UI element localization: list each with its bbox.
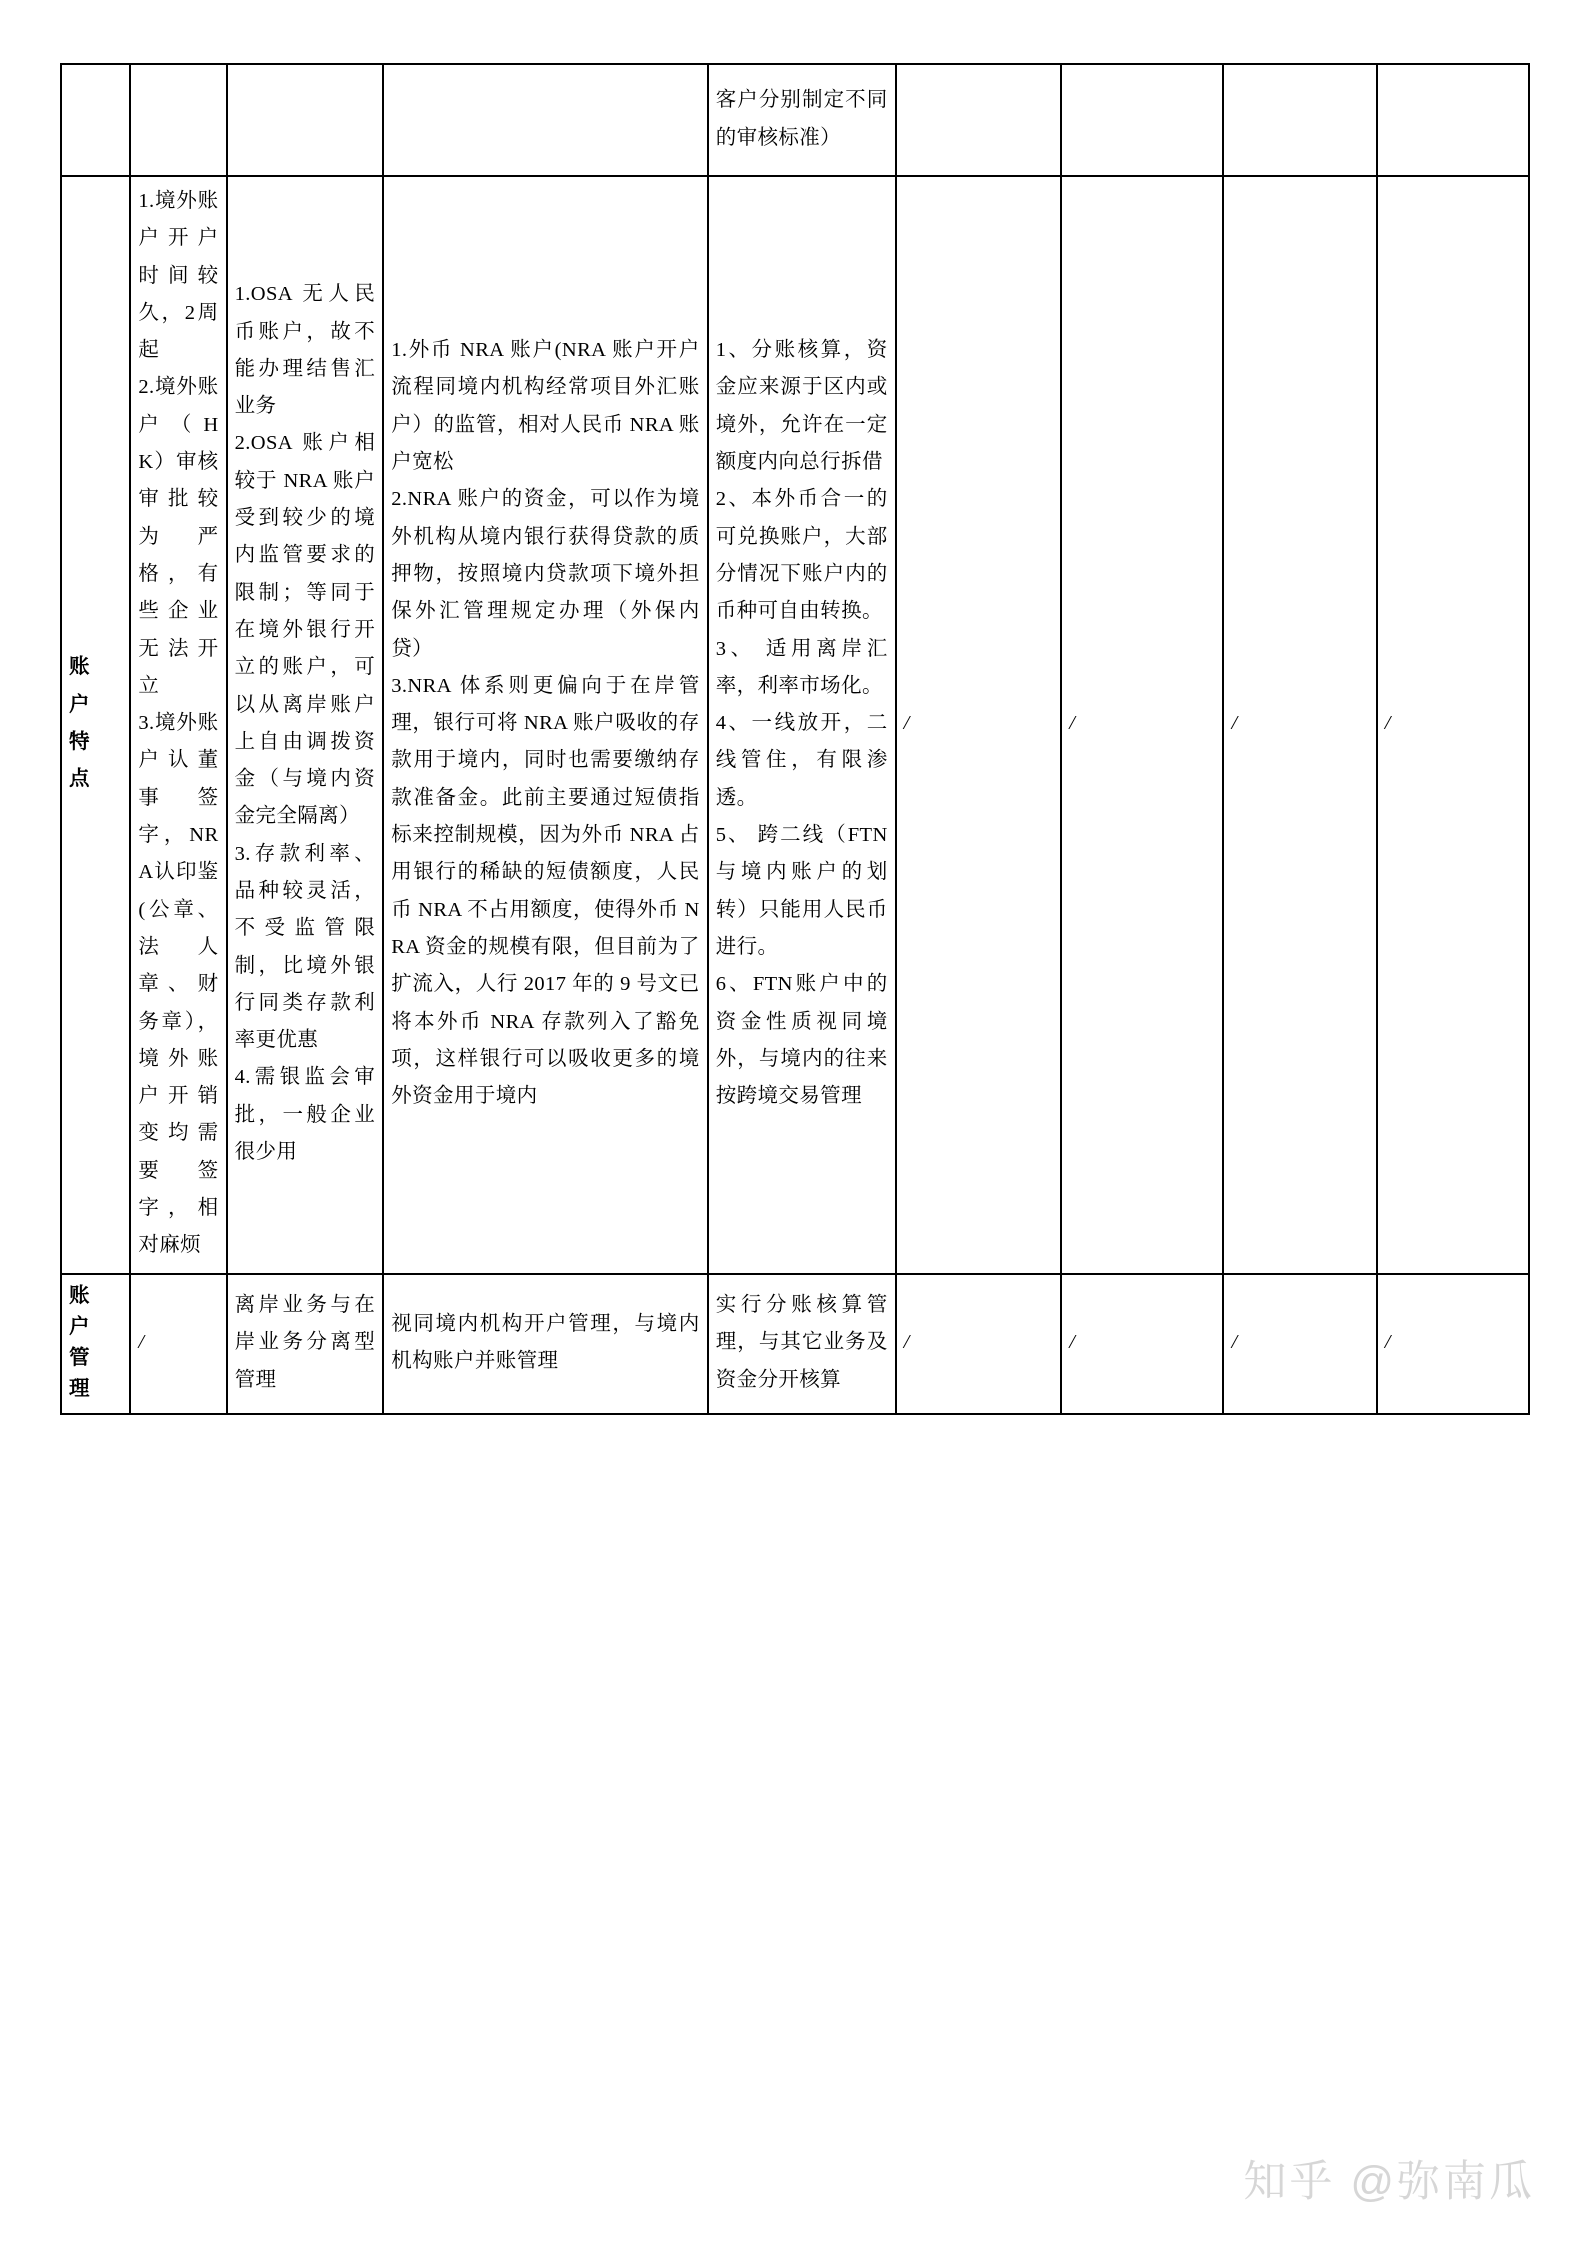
cell-r1c2: 1.境外账户开户时间较久，2周起 2.境外账户（HK）审核审批较为严格，有些企业无法开立 3.境外账户认董事签字，NRA认印鉴(公章、法人章、财务章），境外账户开销变均需要签字，相对麻烦 <box>130 176 226 1274</box>
cell-text: 客户分别制定不同的审核标准） <box>715 89 888 149</box>
cell-r2c4: 视同境内机构开户管理，与境内机构账户并账管理 <box>383 1274 707 1415</box>
cell-r1c4: 1.外币 NRA 账户(NRA 账户开户流程同境内机构经常项目外汇账户）的监管，相对人民币 NRA 账户宽松 2.NRA 账户的资金，可以作为境外机构从境内银行获得贷款的质押物，按照境内贷款项下境外担保外汇管理规定办理（外保内贷） 3.NRA 体系则更偏向于在岸管理，银行可将 NRA 账户吸收的存款用于境内，同时也需要缴纳存款准备金。此前主要通过短债指标来控制规模，因为外币 NRA 占用银行的稀缺的短债额度，人民币 NRA 不占用额度，使得外币 NRA 资金的规模有限，但目前为了扩流入，人行 2017 年的 9 号文已将本外币 NRA 存款列入了豁免项，这样银行可以吸收更多的境外资金用于境内 <box>383 176 707 1274</box>
cell-r0c4 <box>383 64 707 176</box>
cell-r0c6 <box>896 64 1062 176</box>
cell-r2c8: / <box>1223 1274 1376 1415</box>
row-header-account-management <box>61 1274 130 1415</box>
cell-r1c9: / <box>1377 176 1529 1274</box>
cell-r1c7: / <box>1061 176 1223 1274</box>
watermark: 知乎 @弥南瓜 <box>1243 2158 1535 2206</box>
cell-r1c5: 1、分账核算，资金应来源于区内或境外，允许在一定额度内向总行拆借 2、本外币合一的可兑换账户，大部分情况下账户内的币种可自由转换。 3、 适用离岸汇率，利率市场化。 4、一线放开，二线管住，有限渗透。 5、 跨二线（FTN 与境内账户的划转）只能用人民币进行。 6、FTN账户中的资金性质视同境外，与境内的往来按跨境交易管理 <box>708 176 896 1274</box>
table-row <box>61 1274 1529 1415</box>
cell-r0c3 <box>227 64 384 176</box>
table-row <box>61 64 1529 176</box>
row-header-account-features <box>61 176 130 1274</box>
cell-r0c7 <box>1061 64 1223 176</box>
cell-r0c1 <box>61 64 130 176</box>
cell-r2c7: / <box>1061 1274 1223 1415</box>
cell-r2c3: 离岸业务与在岸业务分离型管理 <box>227 1274 384 1415</box>
row-header-text: 账 户 特 点 <box>69 656 90 791</box>
cell-r2c2: / <box>130 1274 226 1415</box>
cell-r2c9: / <box>1377 1274 1529 1415</box>
cell-r2c6: / <box>896 1274 1062 1415</box>
cell-r1c6: / <box>896 176 1062 1274</box>
cell-r0c2 <box>130 64 226 176</box>
cell-r0c8 <box>1223 64 1376 176</box>
cell-r0c9 <box>1377 64 1529 176</box>
table-row <box>61 176 1529 1274</box>
row-header-text: 账 户 管 理 <box>69 1284 90 1401</box>
cell-r1c3: 1.OSA 无人民币账户，故不能办理结售汇业务 2.OSA 账户相较于 NRA 账户受到较少的境内监管要求的限制；等同于在境外银行开立的账户，可以从离岸账户上自由调拨资金（与境内资金完全隔离） 3.存款利率、品种较灵活，不受监管限制，比境外银行同类存款利率更优惠 4.需银监会审批，一般企业很少用 <box>227 176 384 1274</box>
comparison-table <box>60 63 1530 1415</box>
cell-r2c5: 实行分账核算管理，与其它业务及资金分开核算 <box>708 1274 896 1415</box>
cell-r0c5 <box>708 64 896 176</box>
cell-r1c8: / <box>1223 176 1376 1274</box>
